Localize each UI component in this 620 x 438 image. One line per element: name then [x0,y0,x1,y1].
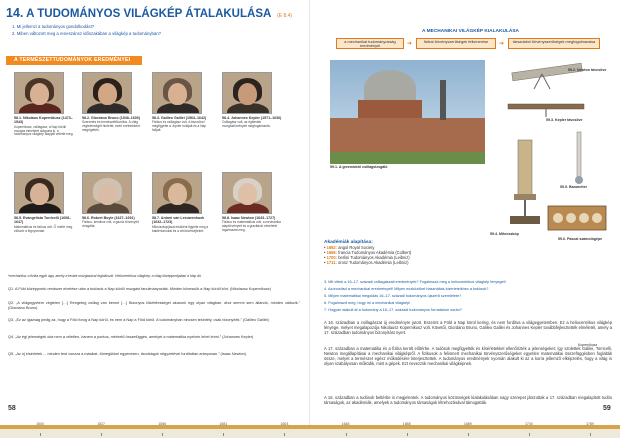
timeline-label: 1603 [280,422,289,426]
portrait [82,172,132,214]
portrait-face [30,183,49,205]
scientist-caption: 58.8. Isaac Newton (1643–1727) [222,216,276,220]
scientist-caption: 58.3. Galileo Galilei (1564–1642) [152,116,207,120]
scientist-description: Fizikus és csillagász volt. A távcsővel megfigyelte a Jupiter holdjait és a Nap foltjait. [152,120,207,133]
paragraph-3: A 16. században a tudósok beltérbe is megjelentek. A tudományos közösségek kialakulásában nagy szerepet játszottak a 17. században megalapított tudós társaságok, az akadémiák, amelyek a tudományos társaságok létrehozásával támogatták. [324,395,612,406]
portrait [14,72,64,114]
page-number-left: 58 [8,405,16,412]
timeline-tick [162,433,163,436]
question-1: 1. Mi jellemzi a tudományos gondolkodást? [12,24,95,29]
portrait-face [30,83,49,105]
scientist-description: Fizikus, kémikus volt, a gázok törvényeit vizsgálta. [82,220,139,229]
scientist-description: Szerzetes és természetfilozófus. A világ végtelenségét hirdette, ezért eretnekként megégették. [82,120,140,133]
academy-year: 1700: [326,255,338,261]
timeline-tick [40,433,41,436]
right-page [310,0,620,438]
portrait-face [168,183,187,205]
timeline-tick [407,433,408,436]
microscope-icon [506,130,546,228]
barometer-illustration [572,130,586,185]
side-label: Kopernikusz [578,343,598,347]
timeline-tick [590,433,591,436]
timeline-tick [346,433,347,436]
question-7: 7. Hogyan alakult át a tudomány a 16–17. századi tudományos forradalom során? [324,308,462,312]
question-4: 4. Azonosítsd a mechanikai eredményeit! Milyen eszközöket használtak kísérleteikhez a tudósok? [324,287,489,291]
diagram-box-2: fizikai törvényszerűségek felismerése [416,38,496,49]
scientist-description: Fizikus és matematikus volt, a mechanika alaptörvényeit és a gravitáció elméletét fogalmazta meg. [222,220,281,233]
timeline-label: 1581 [219,422,228,426]
arrow-right-icon: ➔ [407,41,413,47]
timeline-tick [468,433,469,436]
paragraph-2: A 17. században a matematika és a fizika került előtérbe. A tudósok megfigyelték és kísérletekkel ellenőrizték a jelenségeket; így születtek Galilei, Torricelli, Newton megállapításai a mechanikai világképről. A fizikusok a felismert mechanikai törvényszerűségeket egyetlen matematikai összefüggésben foglalták össze, melyet a természet egész működésére kiterjesztettek. A tudományos eredmények nyomán alakult ki az a korra jellemző elképzelés, hogy a világ is olyan szabályosan működik, mint a gépek. Ezt nevezzük mechanikai világképnek. [324,346,612,367]
calculator-icon [546,198,608,234]
lawn [330,152,485,164]
academy-year: 1711: [326,260,337,266]
timeline-label: 1556 [158,422,167,426]
portrait-face [98,183,117,205]
diagram-box-1: a mechanikai tudományosság eredményei [336,38,404,49]
source-5: Q5. „Az új kísérletek ... minden test vonzza a másikat, tömegükkel egyenesen, távolságuk négyzetével fordítottan arányosan.” (Isaac Newton) [8,352,247,356]
portrait-face [238,83,257,105]
portrait [82,72,132,114]
scientist-description: Matematikus és fizikus volt. Ő mérte meg először a légnyomást. [14,224,73,233]
academy-row: • 1662: angol Royal Society [324,245,375,250]
academy-year: 1666: [326,250,338,256]
timeline-label: 1527 [97,422,106,426]
paragraph-1: A 16. században a csillagászat új eredményre jutott. Eszerint a Föld a Nap körül kering, és nem fordítva a világegyetemben. Ez a heliocentrikus világkép lényege, melyet megalapozója Nikolausz Kopernikusz volt. Követői, Giordano Bruno, Galileo Galilei és Johannes Kepler továbbfejlesztették elméletét, amely a 17. században tudományos bizonyítást nyert. [324,320,612,336]
scientist-description: Mikroszkópjával elsőként figyelte meg a baktériumokat és a vörösvérsejteket. [152,224,209,233]
caption-barometer: 59.5. Barométer [560,185,587,189]
academy-name: berlini Tudományos Akadémia (Leibniz) [338,255,410,261]
scientist-caption: 58.5. Evangelista Torricelli (1608–1647) [14,216,72,225]
pascal-calculator-illustration [546,198,608,234]
academy-row: • 1711: orosz Tudományos Akadémia (Leibniz) [324,260,409,266]
academies-list [324,240,474,265]
scientist-card [152,72,214,133]
portrait [222,72,272,114]
telescope-icon [506,98,586,118]
portrait [152,172,202,214]
scientist-card [152,172,214,233]
portrait-face [238,183,257,205]
microscope-illustration [506,130,546,228]
question-6: 6. Fogalmazd meg, hogy mi a mechanikai világkép! [324,301,411,305]
academy-row: • 1666: francia Tudományos Akadémia (Colbert) [324,250,412,256]
scientist-card [14,72,76,137]
left-page [0,0,309,438]
timeline-ruler [0,429,620,438]
portrait [152,72,202,114]
question-3: 3. Mit vittek a 16–17. századi csillagászati eredmények? Fogalmazd meg a heliocentrikus világkép lényegét! [324,280,506,284]
chapter-title: 14. A TUDOMÁNYOS VILÁGKÉP ÁTALAKULÁSA (E 8.4) [6,6,293,20]
timeline-strip [0,422,620,438]
timeline-label: 1700 [524,422,533,426]
portrait [14,172,64,214]
timeline-tick [284,433,285,436]
photo-caption: 59.1. A greenwichi csillagvizsgáló [330,165,388,169]
diagram-title: A MECHANIKAI VILÁGKÉP KIALAKULÁSA [422,29,520,34]
source-1: Q1. A Föld középpontú rendszer elvetése után a tudósok a Nap körüli mozgást tanulmányozták. Minden kövessük a Nap körüli kört. (Nikolausz Kopernikusz) [8,287,271,291]
caption-pascal: 59.6. Pascal számológépe [558,237,603,241]
scientist-card [82,72,144,133]
scientist-card [222,72,284,129]
timeline-label: 1500 [36,422,44,426]
timeline-label: 1689 [463,422,472,426]
barometer-icon [572,130,586,185]
academy-name: orosz Tudományos Akadémia (Leibniz) [337,260,409,266]
timeline-label: 1658 [402,422,411,426]
timeline-tick [101,433,102,436]
scientist-description: Csillagász volt, az égitestek mozgástörvényeit megfogalmazta. [222,120,271,129]
glossary-note: *mechanika: a fizika egyik ága, amely a testek mozgásával foglalkozik. Heliocentrikus világkép: a világ középpontjában a Nap áll. [8,274,202,278]
telescope-illustration [502,60,598,90]
source-2: Q2. „A világegyetem végtelen […] Rengeteg csillag van benne […] Bizonyos tökéletességet akarunk egy olyan világban, ahol semmi sem állandó, minden változik.” (Giordano Bruno) [8,301,300,310]
diagram-box-3: társadalmi törvényszerűségek megfogalmazása [508,38,600,49]
observatory-photo [330,60,485,164]
section-header: A TERMÉSZETTUDOMÁNYOK EREDMÉNYEI [6,56,142,65]
chimney [440,80,446,120]
caption-kepler-telescope: 59.3. Kepler távcsöve [546,118,583,122]
academy-name: francia Tudományos Akadémia (Colbert) [338,250,412,256]
arrow-right-icon: ➔ [499,41,505,47]
kepler-telescope-illustration [506,98,586,118]
scientist-card [222,172,284,233]
academies-title: Akadémiák alapítása: [324,240,373,245]
source-4: Q4. „Az égi jelenségek oka nem a véletlen, hanem a pontos, mérhető összefüggés, amelyet a matematika nyelvén lehet leírni.” (Johannes Kepler) [8,335,254,339]
academy-row: • 1700: berlini Tudományos Akadémia (Leibniz) [324,255,410,261]
scientist-card [82,172,144,229]
scientist-caption: 58.4. Johannes Kepler (1571–1630) [222,116,282,120]
page-number-right: 59 [603,405,611,412]
telescope-icon [502,60,598,90]
timeline-tick [223,433,224,436]
caption-newton-telescope: 59.2. Newton távcsöve [568,68,607,72]
scientist-caption: 58.7. Antoni van Leeuwenhoek (1632–1723) [152,216,205,225]
portrait-face [98,83,117,105]
academies-rows [324,245,474,265]
portrait-face [168,83,187,105]
caption-microscope: 59.4. Mikroszkóp [490,232,519,236]
scientist-card [14,172,76,233]
source-3: Q3. „Ez az igazság pedig az, hogy a Föld forog a Nap körül, és nem a Nap a Föld körül. A tudományban nincsen tekintély, csak bizonyíték.” (Galileo Galilei) [8,318,269,322]
scientist-caption: 58.2. Giordano Bruno (1548–1600) [82,116,140,120]
portrait [222,172,272,214]
scientist-caption: 58.1. Nikolaus Kopernikusz (1473–1543) [14,116,73,125]
question-5: 5. Milyen matematikai megoldás 16–17. századi tudományos újszerű szemlélete? [324,294,462,298]
timeline-label: 1789 [586,422,594,426]
scientist-caption: 58.6. Robert Boyle (1627–1691) [82,216,135,220]
timeline-tick [529,433,530,436]
academy-year: 1662: [326,245,338,250]
question-2: 2. Miben változott meg a reneszánsz időszakában a világkép a tudományban? [12,31,162,36]
timeline-label: 1648 [341,422,350,426]
academy-name: angol Royal Society [338,245,375,250]
scientist-description: Kopernikusz, csillagász, a Nap körüli mozgás elméletét dolgozta ki, a tudományos világkép alapjait vetette meg. [14,124,74,137]
